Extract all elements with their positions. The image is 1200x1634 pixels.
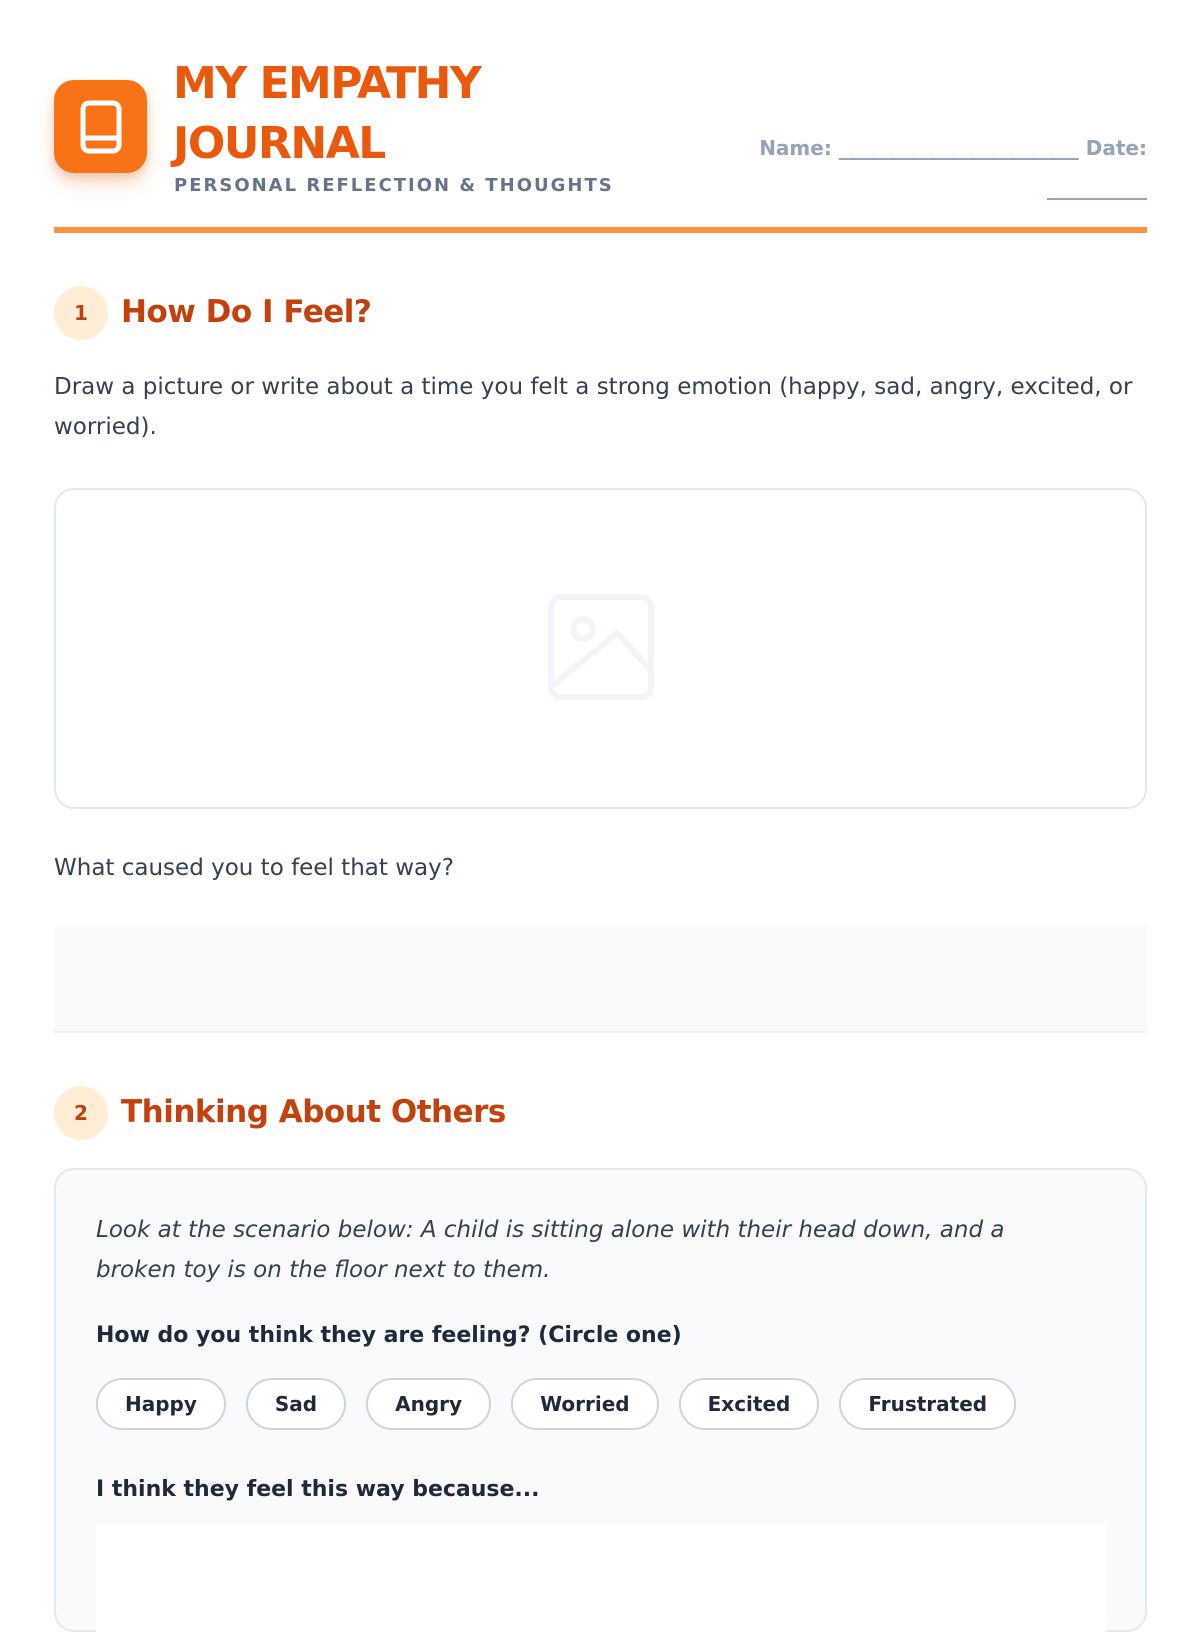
scenario-text: Look at the scenario below: A child is sitting alone with their head down, and a broken toy is on the floor next to them. (96, 1217, 1005, 1283)
step-number-badge: 1 (54, 286, 108, 340)
section-heading-1 (54, 286, 1147, 340)
book-icon (77, 100, 125, 154)
feeling-option[interactable]: Sad (246, 1378, 346, 1430)
header-divider (54, 227, 1147, 233)
journal-logo (54, 80, 147, 173)
feeling-option[interactable]: Worried (511, 1378, 659, 1430)
name-date-line-1 (687, 128, 1147, 168)
name-blank[interactable]: ________________________ (838, 136, 1079, 160)
feeling-option[interactable]: Angry (366, 1378, 491, 1430)
feeling-options (96, 1378, 1016, 1430)
because-answer-area[interactable] (96, 1524, 1106, 1634)
feeling-option[interactable]: Happy (96, 1378, 226, 1430)
feeling-option[interactable]: Frustrated (839, 1378, 1016, 1430)
section-title: How Do I Feel? (121, 294, 372, 330)
section-heading-2 (54, 1086, 1147, 1140)
step-number-badge: 2 (54, 1086, 108, 1140)
name-date-line-2 (687, 168, 1147, 208)
feeling-question: How do you think they are feeling? (Circle one) (96, 1323, 682, 1348)
cause-question: What caused you to feel that way? (54, 855, 454, 881)
cause-answer-area[interactable] (54, 927, 1147, 1033)
image-icon (547, 593, 655, 701)
page-title: MY EMPATHY JOURNAL (173, 58, 481, 169)
date-label: Date: (1085, 136, 1147, 160)
drawing-area[interactable] (54, 488, 1147, 809)
name-date-fields (687, 128, 1147, 208)
journal-header (54, 54, 1147, 204)
section-title: Thinking About Others (121, 1094, 506, 1130)
journal-page (54, 0, 1147, 1600)
name-label: Name: (759, 136, 832, 160)
scenario-card (54, 1168, 1147, 1632)
feeling-option[interactable]: Excited (679, 1378, 820, 1430)
because-prompt: I think they feel this way because... (96, 1477, 540, 1502)
date-blank[interactable]: __________ (1047, 176, 1147, 200)
page-subtitle: PERSONAL REFLECTION & THOUGHTS (174, 175, 614, 196)
drawing-prompt: Draw a picture or write about a time you felt a strong emotion (happy, sad, angry, excited, or worried). (54, 374, 1133, 440)
